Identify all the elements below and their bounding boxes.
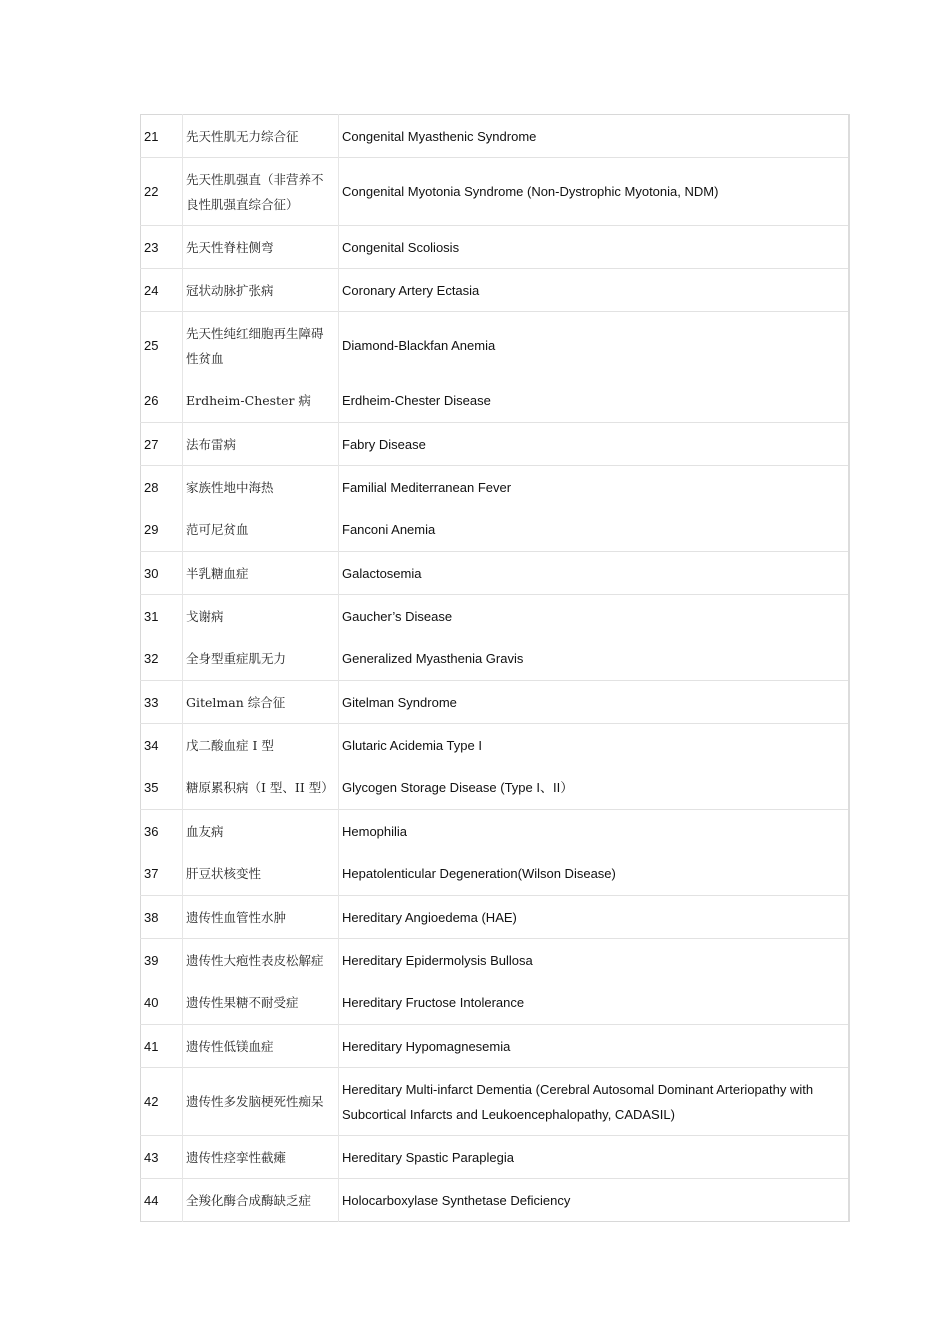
table-row [141,312,849,380]
english-name: Hereditary Fructose Intolerance [339,982,849,1025]
table-row [141,269,849,312]
english-name: Coronary Artery Ectasia [339,269,849,312]
english-name: Congenital Scoliosis [339,226,849,269]
chinese-name: 先天性脊柱侧弯 [183,226,339,269]
table-row [141,380,849,423]
chinese-name: 范可尼贫血 [183,509,339,552]
english-name: Hereditary Hypomagnesemia [339,1025,849,1068]
chinese-name: 法布雷病 [183,423,339,466]
row-number: 26 [144,393,159,409]
english-name: Hemophilia [339,810,849,853]
table-row [141,1068,849,1136]
english-name: Hereditary Angioedema (HAE) [339,896,849,939]
table-row [141,158,849,226]
table-row [141,982,849,1025]
english-name: Galactosemia [339,552,849,595]
chinese-name: 戈谢病 [183,595,339,638]
chinese-name: 血友病 [183,810,339,853]
row-number: 22 [141,158,183,226]
english-name: Gaucher’s Disease [339,595,849,638]
chinese-name: 遗传性痉挛性截瘫 [183,1136,339,1179]
row-number: 25 [141,312,183,380]
english-name: Glutaric Acidemia Type I [339,724,849,767]
row-number: 23 [141,226,183,269]
chinese-name: 半乳糖血症 [183,552,339,595]
english-name: Generalized Myasthenia Gravis [339,638,849,681]
row-number: 38 [141,896,183,939]
english-name: Erdheim-Chester Disease [339,380,849,423]
disease-table [140,114,850,1222]
row-number: 40 [144,995,159,1011]
table-row [141,595,849,638]
english-name: Fabry Disease [339,423,849,466]
chinese-name: 冠状动脉扩张病 [183,269,339,312]
english-name: Familial Mediterranean Fever [339,466,849,509]
chinese-name: 遗传性血管性水肿 [183,896,339,939]
english-name: Congenital Myasthenic Syndrome [339,115,849,158]
chinese-name: 戊二酸血症 I 型 [183,724,339,767]
chinese-name: 遗传性低镁血症 [183,1025,339,1068]
row-number: 28 [141,466,183,509]
chinese-name: 先天性纯红细胞再生障碍性贫血 [183,312,339,380]
english-name: Gitelman Syndrome [339,681,849,724]
row-number: 30 [141,552,183,595]
chinese-name: 先天性肌强直（非营养不良性肌强直综合征） [183,158,339,226]
chinese-name: 遗传性大疱性表皮松解症 [183,939,339,982]
row-number: 36 [141,810,183,853]
english-name: Glycogen Storage Disease (Type I、II） [339,767,849,810]
table-row [141,810,849,853]
table-row [141,509,849,552]
table-row [141,1179,849,1222]
english-name: Hereditary Spastic Paraplegia [339,1136,849,1179]
english-name: Congenital Myotonia Syndrome (Non-Dystrophic Myotonia, NDM) [339,158,849,226]
chinese-name: 全身型重症肌无力 [183,638,339,681]
table-row [141,939,849,982]
row-number: 21 [144,128,159,144]
english-name: Fanconi Anemia [339,509,849,552]
table-row [141,767,849,810]
chinese-name: 遗传性多发脑梗死性痴呆 [183,1068,339,1136]
row-number: 34 [141,724,183,767]
table-row [141,423,849,466]
table-row [141,681,849,724]
row-number: 44 [141,1179,183,1222]
row-number: 41 [141,1025,183,1068]
chinese-name: 先天性肌无力综合征 [183,115,339,158]
chinese-name: 家族性地中海热 [183,466,339,509]
chinese-name: Gitelman 综合征 [183,681,339,724]
table-row [141,638,849,681]
chinese-name: 遗传性果糖不耐受症 [183,982,339,1025]
table-row [141,466,849,509]
english-name: Diamond-Blackfan Anemia [339,312,849,380]
table-row [141,853,849,896]
row-number: 33 [141,681,183,724]
row-number: 35 [144,780,159,796]
table-row [141,552,849,595]
table-row [141,226,849,269]
english-name: Hereditary Epidermolysis Bullosa [339,939,849,982]
row-number: 42 [141,1068,183,1136]
table-row [141,1025,849,1068]
english-name: Hepatolenticular Degeneration(Wilson Disease) [339,853,849,896]
row-number: 37 [144,866,159,882]
row-number: 27 [141,423,183,466]
row-number: 31 [141,595,183,638]
row-number: 32 [144,651,159,667]
row-number: 39 [141,939,183,982]
row-number: 29 [144,522,159,538]
english-name: Holocarboxylase Synthetase Deficiency [339,1179,849,1222]
chinese-name: Erdheim-Chester 病 [183,380,339,423]
table-row [141,724,849,767]
table-row [141,1136,849,1179]
table-row [141,115,849,158]
table-row [141,896,849,939]
chinese-name: 全羧化酶合成酶缺乏症 [183,1179,339,1222]
chinese-name: 肝豆状核变性 [183,853,339,896]
row-number: 43 [141,1136,183,1179]
chinese-name: 糖原累积病（I 型、II 型） [183,767,339,810]
english-name: Hereditary Multi-infarct Dementia (Cerebral Autosomal Dominant Arteriopathy with Subcortical Infarcts and Leukoencephalopathy, CADASIL) [339,1068,849,1136]
row-number: 24 [141,269,183,312]
